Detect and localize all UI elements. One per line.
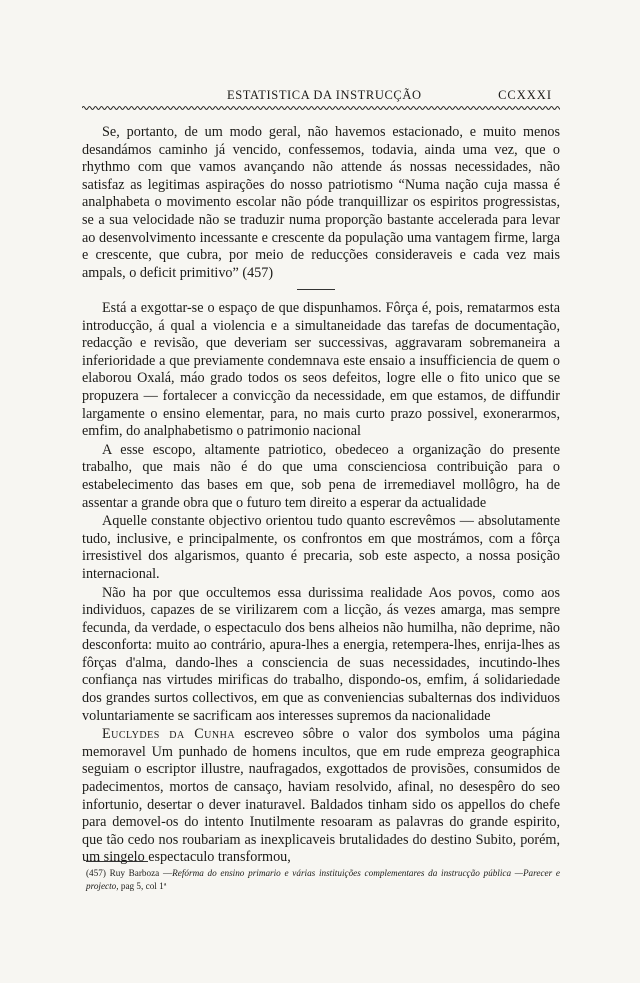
footnote-title: Refórma do ensino primario e várias instituições complementares da instrucção pública —Parecer e projecto, xyxy=(86,868,560,891)
section-divider xyxy=(297,289,335,290)
wavy-header-rule xyxy=(82,104,560,112)
paragraph-2: A esse escopo, altamente patriotico, obedeceo a organização do presente trabalho, que mais não é do que uma conscienciosa contribuição para o estabelecimento das bases em que, sob pena de irremediavel mollôgro, ha de assentar a grande obra que o futuro tem direito a esperar da actualidade xyxy=(82,441,560,511)
closing-paragraph-section xyxy=(82,124,560,282)
author-name: Euclydes da Cunha xyxy=(102,726,236,743)
page-number: CCXXXI xyxy=(498,88,552,102)
footnote xyxy=(86,867,560,893)
footnote-citation: pag 5, col 1ª xyxy=(118,881,167,891)
paragraph-quote: Se, portanto, de um modo geral, não havemos estacionado, e muito menos desandámos caminho já vencido, confessemos, todavia, ainda uma vez, que o rhythmo com que vamos avançando não attende ás nossas necessidades, não satisfaz as legitimas aspirações do nosso patriotismo “Numa nação cuja massa é analphabeta o movimento escolar não póde tranquillizar os espiritos progressistas, se a sua velocidade não se traduzir numa proporção bastante accelerada para levar ao desenvolvimento incessante e crescente da população uma vantagem firme, larga e crescente, que cubra, por meio de reducções consideraveis e cada vez mais ampals, o deficit primitivo” (457) xyxy=(82,124,560,281)
main-text-section xyxy=(82,300,560,868)
paragraph-5 xyxy=(82,726,560,867)
paragraph-5-text: escreveo sôbre o valor dos symbolos uma página memoravel Um punhado de homens incultos, que em rude empreza geographica seguiam o escriptor illustre, naufragados, exgottados de provisões, consumidos de padecimentos, mortos de cansaço, haviam resolvido, afinal, no desespêro do seo infortunio, desertar o dever inaturavel. Baldados tinham sido os appellos do chefe para demovel-os do intento Inutilmente resoaram as palavras do grande espirito, que tão cedo nos roubariam as inexplicaveis brutalidades do destino Subito, porém, um singelo espectaculo transformou, xyxy=(82,726,560,866)
paragraph-3: Aquelle constante objectivo orientou tudo quanto escrevêmos — absolutamente tudo, inclusive, e principalmente, os confrontos em que mostrámos, com a fôrça irresistivel dos algarismos, quanto é precaria, sob este aspecto, a nossa posição internacional. xyxy=(82,513,560,582)
paragraph-1: Está a exgottar-se o espaço de que dispunhamos. Fôrça é, pois, rematarmos esta introducção, á qual a violencia e a simultaneidade das tarefas de documentação, redacção e revisão, que deveriam ser successivas, aggravaram sobremaneira a inferioridade a que previamente condemnava este ensaio a insufficiencia de quem o elaborou Oxalá, máo grado todos os seos defeitos, logre elle o fito unico que se propuzera — fortalecer a convicção da necessidade, em que estamos, de diffundir largamente o ensino elementar, para, no mais curto prazo possivel, exonerarmos, emfim, do analphabetismo o patrimonio nacional xyxy=(82,300,560,440)
paragraph-4: Não ha por que occultemos essa durissima realidade Aos povos, como aos individuos, capazes de se virilizarem com a licção, ás vezes amarga, mas sempre fecunda, da verdade, o espectaculo dos bens alheios não humilha, não deprime, não desconforta: muito ao contrário, apura-lhes a energia, retempera-lhes, enrija-lhes as fôrças d'alma, dando-lhes a consciencia de suas necessidades, incutindo-lhes confiança nas virtudes mirificas do trabalho, dispondo-os, emfim, á solidariedade dos grandes surtos collectivos, em que as conveniencias subalternas dos individuos voluntariamente se sacrificam aos interesses supremos da nacionalidade xyxy=(82,584,560,724)
running-title: ESTATISTICA DA INSTRUCÇÃO xyxy=(227,88,422,102)
footnote-reference: (457) Ruy Barboza — xyxy=(86,868,173,878)
footnote-rule xyxy=(86,861,148,862)
